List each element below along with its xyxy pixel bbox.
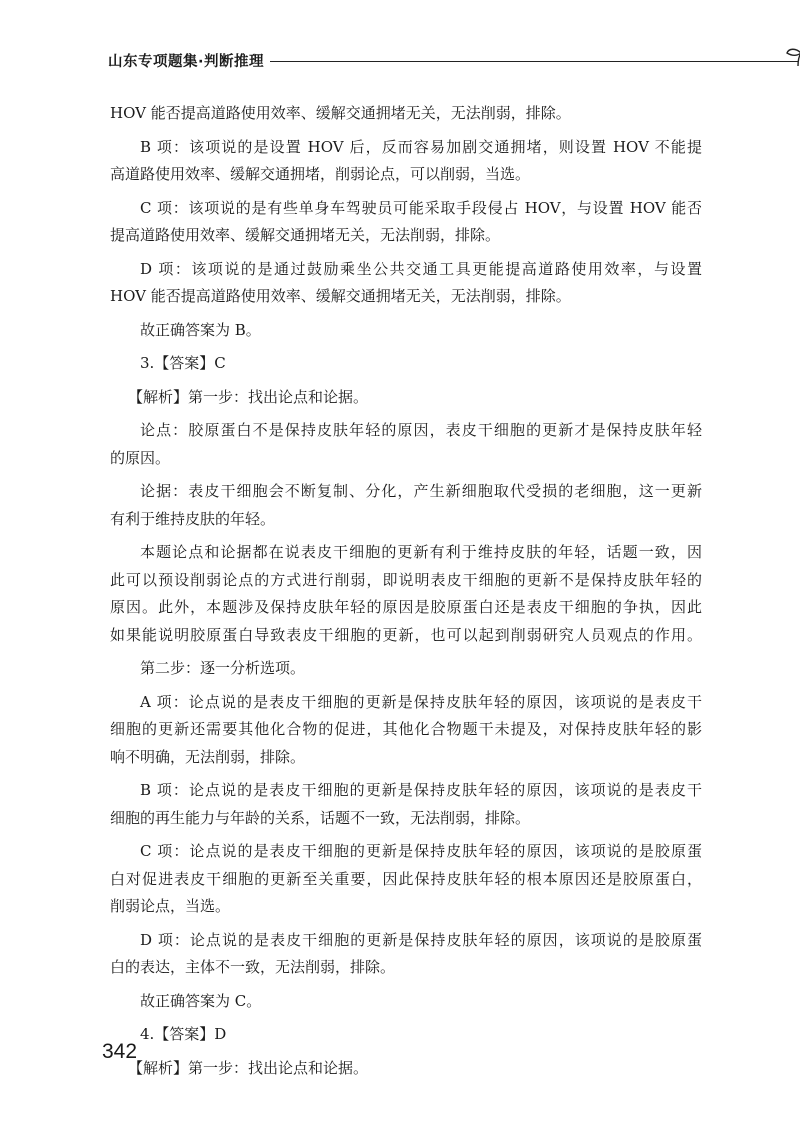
- answer-heading: 4.【答案】D: [140, 1025, 227, 1043]
- paragraph: [110, 100, 702, 128]
- paragraph: [110, 838, 702, 921]
- text-line: 论点：胶原蛋白不是保持皮肤年轻的原因，表皮干细胞的更新才是保持皮肤年轻: [140, 421, 702, 439]
- paragraph: [110, 1021, 702, 1049]
- paragraph: [110, 350, 702, 378]
- text-line: 故正确答案为 C。: [140, 991, 262, 1010]
- text-line: 白对促进表皮干细胞的更新至关重要，因此保持皮肤年轻的根本原因还是胶原蛋白，: [110, 869, 702, 888]
- text-line: B 项：论点说的是表皮干细胞的更新是保持皮肤年轻的原因，该项说的是表皮干: [140, 781, 702, 799]
- paragraph: [110, 195, 702, 250]
- paragraph: [110, 988, 702, 1016]
- paragraph: [110, 317, 702, 345]
- text-line: 本题论点和论据都在说表皮干细胞的更新有利于维持皮肤的年轻，话题一致，因: [140, 543, 702, 561]
- text-line: 故正确答案为 B。: [140, 320, 261, 339]
- analysis-heading: 【解析】第一步：找出论点和论据。: [128, 387, 369, 406]
- paragraph: [110, 689, 702, 772]
- paragraph: [110, 384, 702, 412]
- text-line: B 项：该项说的是设置 HOV 后，反而容易加剧交通拥堵，则设置 HOV 不能提: [140, 137, 702, 156]
- paragraph: [110, 417, 702, 472]
- header-title: 山东专项题集·判断推理: [108, 54, 265, 70]
- paragraph: [110, 256, 702, 311]
- text-line: 第二步：逐一分析选项。: [140, 659, 306, 677]
- analysis-heading: 【解析】第一步：找出论点和论据。: [128, 1058, 369, 1077]
- text-line: 的原因。: [110, 448, 171, 467]
- paragraph: [110, 1055, 702, 1083]
- text-line: HOV 能否提高道路使用效率、缓解交通拥堵无关，无法削弱，排除。: [110, 287, 571, 305]
- text-line: 原因。此外，本题涉及保持皮肤年轻的原因是胶原蛋白还是表皮干细胞的争执，因此: [110, 598, 702, 616]
- text-line: 削弱论点，当选。: [110, 897, 231, 915]
- text-line: 白的表达，主体不一致，无法削弱，排除。: [110, 958, 396, 976]
- paragraph: [110, 655, 702, 683]
- sprout-icon: [784, 44, 800, 68]
- text-line: D 项：该项说的是通过鼓励乘坐公共交通工具更能提高道路使用效率，与设置: [140, 259, 702, 278]
- paragraph: [110, 134, 702, 189]
- text-line: 响不明确，无法削弱，排除。: [110, 747, 306, 766]
- page-header: [108, 44, 708, 72]
- text-line: D 项：论点说的是表皮干细胞的更新是保持皮肤年轻的原因，该项说的是胶原蛋: [140, 930, 702, 949]
- paragraph: [110, 539, 702, 649]
- text-line: 提高道路使用效率、缓解交通拥堵无关，无法削弱，排除。: [110, 226, 501, 244]
- text-line: C 项：该项说的是有些单身车驾驶员可能采取手段侵占 HOV，与设置 HOV 能否: [140, 198, 702, 217]
- answer-heading: 3.【答案】C: [140, 354, 226, 372]
- text-line: 论据：表皮干细胞会不断复制、分化，产生新细胞取代受损的老细胞，这一更新: [140, 482, 702, 500]
- text-line: C 项：论点说的是表皮干细胞的更新是保持皮肤年轻的原因，该项说的是胶原蛋: [140, 842, 702, 860]
- text-line: 细胞的更新还需要其他化合物的促进，其他化合物题干未提及，对保持皮肤年轻的影: [110, 720, 702, 738]
- page-number: 342: [102, 1040, 138, 1063]
- text-line: 此可以预设削弱论点的方式进行削弱，即说明表皮干细胞的更新不是保持皮肤年轻的: [110, 570, 702, 589]
- header-rule: [270, 61, 798, 62]
- text-line: 细胞的再生能力与年龄的关系，话题不一致，无法削弱，排除。: [110, 808, 531, 827]
- text-line: 高道路使用效率、缓解交通拥堵，削弱论点，可以削弱，当选。: [110, 165, 531, 183]
- page-body: [110, 100, 702, 1082]
- text-line: 有利于维持皮肤的年轻。: [110, 509, 276, 528]
- text-line: 如果能说明胶原蛋白导致表皮干细胞的更新，也可以起到削弱研究人员观点的作用。: [110, 625, 702, 644]
- paragraph: [110, 927, 702, 982]
- text-line: HOV 能否提高道路使用效率、缓解交通拥堵无关，无法削弱，排除。: [110, 104, 571, 122]
- paragraph: [110, 777, 702, 832]
- text-line: A 项：论点说的是表皮干细胞的更新是保持皮肤年轻的原因，该项说的是表皮干: [140, 692, 702, 711]
- paragraph: [110, 478, 702, 533]
